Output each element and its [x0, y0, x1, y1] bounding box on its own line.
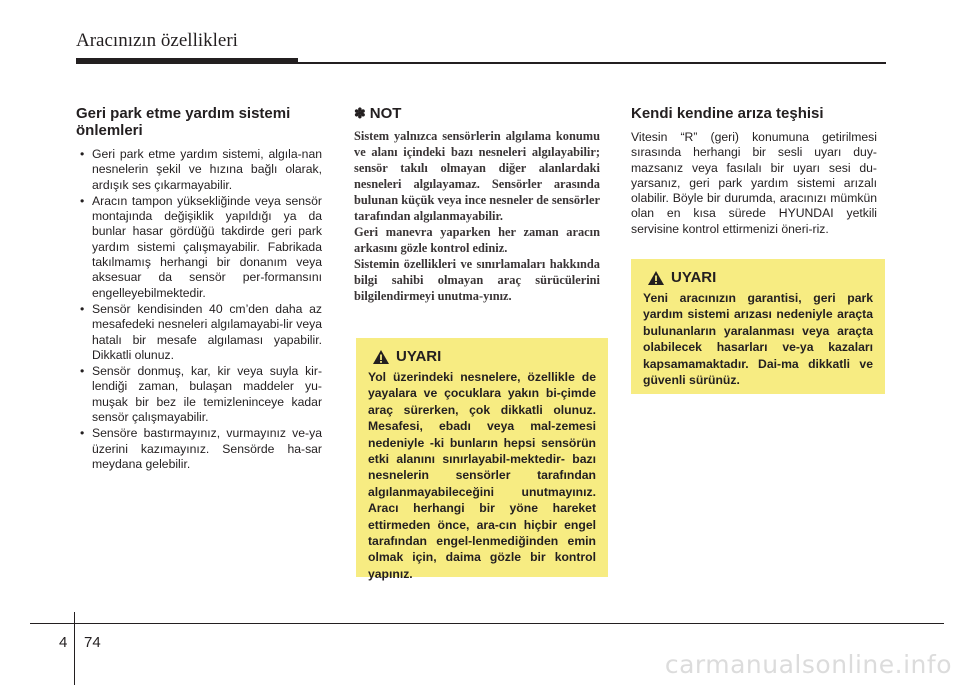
page-number: 74 — [84, 634, 101, 651]
precautions-list — [76, 147, 322, 472]
warning-text: Yol üzerindeki nesnelere, özellikle de yayalara ve çocuklara yakın bi-çimde araç sürerken, çok dikkatli olunuz. Mesafesi, ebadı veya mal-zemesi nedeniyle -ki bunların hepsi sensörün etki alanını sınırlayabil-mektedir- bazı nesnelerin sensörler tarafından algılanmayabileceğini unutmayınız. Aracı herhangi bir yöne hareket ettirmeden önce, ara-cın hiçbir engel tarafından engel-lenmediğinden emin olmak için, daima gözle bir kontrol yapınız. — [368, 370, 596, 581]
footer-rule-vertical — [74, 612, 75, 685]
note-paragraph: Sistem yalnızca sensörlerin algılama konumu ve alanı içindeki bazı nesneleri algılayabilir; sensör takılı olmayan diğer alanlardaki nesneleri algılayamaz. Sensörler arasında bulunan küçük veya ince nesneler de sensörler tarafından algılanmayabilir. — [354, 129, 600, 223]
footer-rule-horizontal — [30, 623, 944, 624]
warning-text: Yeni aracınızın garantisi, geri park yardım sistemi arızası nedeniyle araçta bulunanların yaralanması veya araçta olabilecek hasarları ve-ya kazaları kapsamamaktadır. Dai-ma dikkatli ve güvenli sürünüz. — [643, 291, 873, 388]
warning-triangle-icon — [647, 270, 665, 286]
middle-column — [354, 105, 600, 304]
left-column — [76, 105, 322, 473]
warning-title: UYARI — [671, 269, 717, 286]
warning-heading — [368, 348, 596, 365]
list-item: • Sensöre bastırmayınız, vurmayınız ve-ya üzerini kazımayınız. Sensörde ha-sar meydana gelebilir. — [76, 426, 322, 472]
note-heading — [354, 105, 600, 122]
warning-box-right — [631, 259, 885, 394]
header-rule-thin — [298, 62, 886, 64]
warning-triangle-icon — [372, 349, 390, 365]
watermark: carmanualsonline.info — [664, 650, 952, 679]
chapter-number: 4 — [59, 634, 68, 651]
page-header-title: Aracınızın özellikleri — [76, 30, 238, 51]
list-item: • Sensör kendisinden 40 cm’den daha az mesafedeki nesneleri algılamayabi-lir veya hatalı bir mesafe algılaması yapabilir. Dikkatli olunuz. — [76, 302, 322, 363]
note-title: NOT — [369, 105, 402, 122]
warning-heading — [643, 269, 873, 286]
note-paragraph: Sistemin özellikleri ve sınırlamaları hakkında bilgi sahibi olmayan araç sürücülerini bilgilendirmeyi unutma-yınız. — [354, 257, 600, 303]
header-rule-thick — [76, 58, 298, 64]
section-heading-self-diagnosis: Kendi kendine arıza teşhisi — [631, 105, 824, 122]
list-item: • Sensör donmuş, kar, kir veya suyla kir-lendiği zaman, bulaşan maddeler yu-muşak bir bez ile temizleninceye kadar sensör çalışmayabilir. — [76, 364, 322, 425]
note-paragraph: Geri manevra yaparken her zaman aracın arkasını gözle kontrol ediniz. — [354, 225, 600, 255]
warning-box-middle — [356, 338, 608, 581]
warning-title: UYARI — [396, 348, 442, 365]
section-heading-parking-precautions: Geri park etme yardım sistemi önlemleri — [76, 105, 291, 139]
asterisk-icon: ✽ — [354, 105, 366, 121]
list-item: • Geri park etme yardım sistemi, algıla-nan nesnelerin şekil ve hızına bağlı olarak, ardışık ses çıkarmayabilir. — [76, 147, 322, 193]
list-item: • Aracın tampon yüksekliğinde veya sensör montajında değişiklik yapıldığı ya da bunlar hasar gördüğü takdirde geri park yardım sistemi çalışmayabilir. Fabrikada takılmamış herhangi bir donanım veya aksesuar da sensör per-formansını engelleyebilmektedir. — [76, 194, 322, 301]
right-column — [631, 105, 877, 237]
note-body — [354, 128, 600, 304]
self-diagnosis-text: Vitesin “R” (geri) konumuna getirilmesi sırasında herhangi bir sesli uyarı duy-mazsanız veya fasılalı bir uyarı sesi du-yarsanız, geri park yardım sistemi arızalı olabilir. Böyle bir durumda, aracınızı mümkün olan en kısa sürede HYUNDAI yetkili servisine kontrol ettirmenizi öneri-riz. — [631, 130, 877, 236]
